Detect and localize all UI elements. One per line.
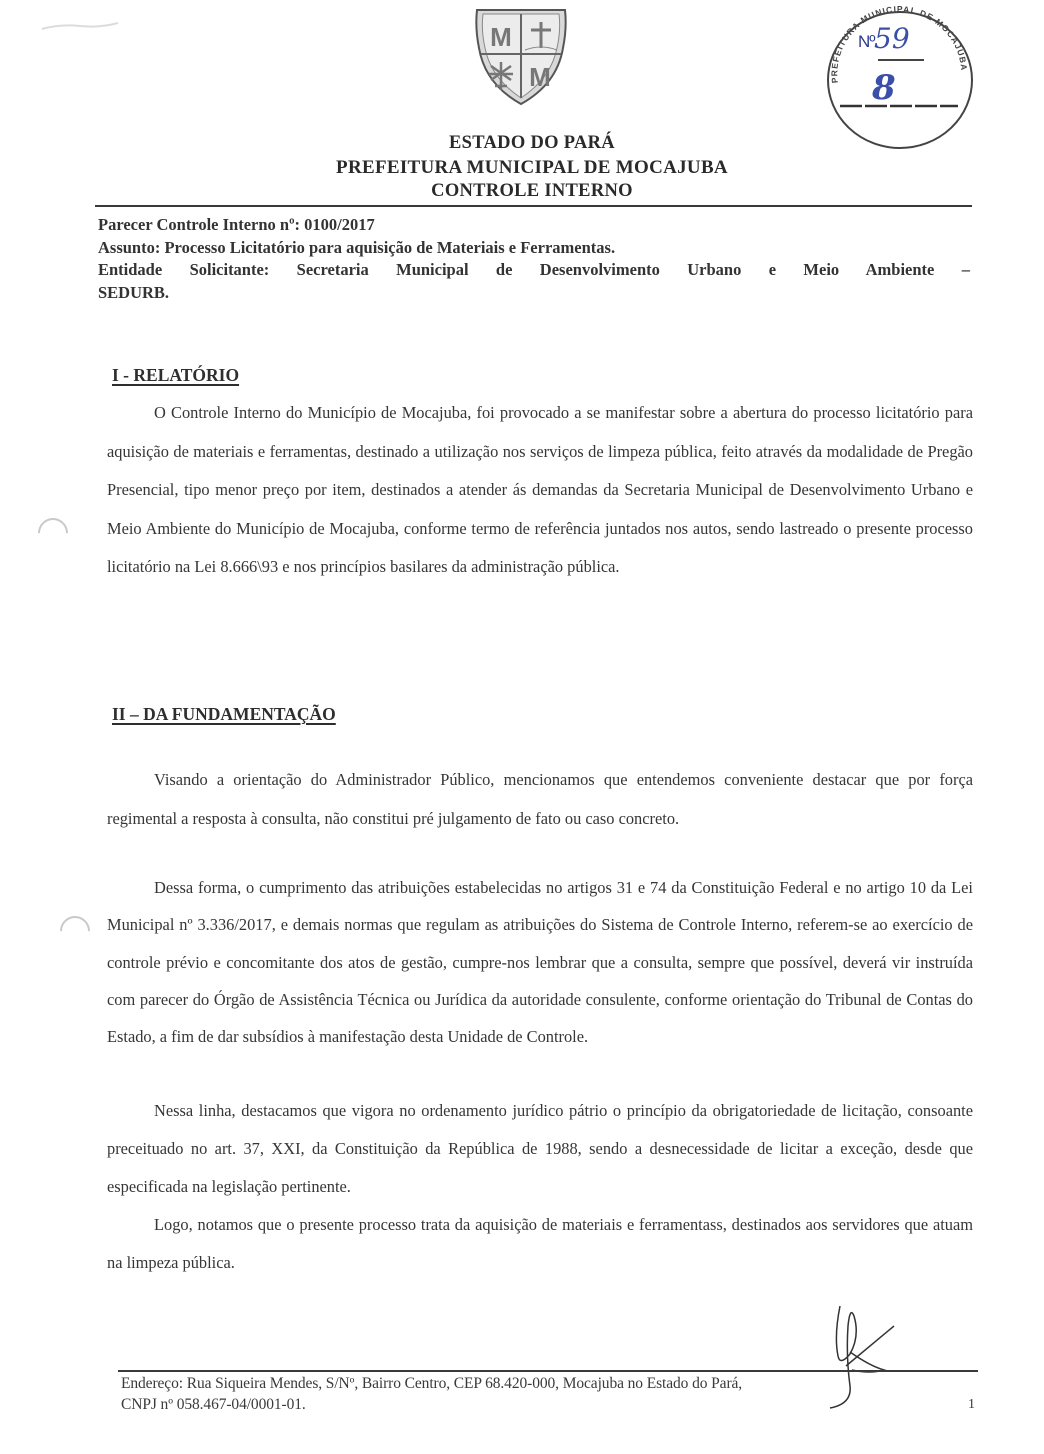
requesting-entity: Entidade Solicitante: Secretaria Municipal de Desenvolvimento Urbano e Meio Ambiente – (98, 260, 970, 279)
footer-divider (118, 1370, 978, 1372)
paragraph-fundamentacao-1: Visando a orientação do Administrador Público, mencionamos que entendemos conveniente destacar que por força regimental a resposta à consulta, não constitui pré julgamento de fato ou caso concreto. (107, 770, 973, 828)
section-heading-relatorio: I - RELATÓRIO (112, 365, 240, 385)
stamp-ring-text: PREFEITURA MUNICIPAL DE MOCAJUBA (829, 3, 970, 84)
signature-initials (810, 1296, 920, 1416)
paragraph-fundamentacao-2: Dessa forma, o cumprimento das atribuições estabelecidas no artigos 31 e 74 da Constituição Federal e no artigo 10 da Lei Municipal nº 3.336/2017, e demais normas que regulam as atribuições do Sistema de Controle Interno, referem-se ao exercício de controle prévio e concomitante dos atos de gestão, cumpre-nos lembrar que a consulta, sempre que possível, deverá vir instruída com parecer do Órgão de Assistência Técnica ou Jurídica da autoridade consulente, conforme orientação do Tribunal de Contas do Estado, a fim de dar subsídios à manifestação desta Unidade de Controle. (107, 878, 973, 1047)
paragraph-fundamentacao-4: Logo, notamos que o presente processo trata da aquisição de materiais e ferramentass, destinados aos servidores que atuam na limpeza pública. (107, 1215, 973, 1272)
punch-hole-mark (54, 910, 96, 952)
crest-letter-top-left: M (490, 22, 512, 52)
footer-cnpj: CNPJ nº 058.467-04/0001-01. (121, 1396, 306, 1413)
punch-hole-mark (32, 512, 74, 554)
footer-address: Endereço: Rua Siqueira Mendes, S/Nº, Bairro Centro, CEP 68.420-000, Mocajuba no Estado do Pará, (121, 1375, 743, 1392)
header-department: CONTROLE INTERNO (431, 181, 633, 201)
stamp-page-mark: 8 (872, 68, 896, 108)
page-number: 1 (968, 1397, 975, 1412)
scan-smudge (40, 20, 120, 32)
requesting-entity-acronym: SEDURB. (98, 283, 170, 302)
subject-line: Assunto: Processo Licitatório para aquisição de Materiais e Ferramentas. (98, 238, 616, 257)
crest-letter-bottom-right: M (529, 62, 551, 92)
header-prefecture: PREFEITURA MUNICIPAL DE MOCAJUBA (336, 157, 728, 178)
section-heading-fundamentacao: II – DA FUNDAMENTAÇÃO (112, 704, 336, 724)
paragraph-relatorio: O Controle Interno do Município de Mocajuba, foi provocado a se manifestar sobre a abertura do processo licitatório para aquisição de materiais e ferramentas, destinado a utilização nos serviços de limpeza pública, feito através da modalidade de Pregão Presencial, tipo menor preço por item, destinados a atender ás demandas da Secretaria Municipal de Desenvolvimento Urbano e Meio Ambiente do Município de Mocajuba, conforme termo de referência juntados nos autos, sendo lastreado o presente processo licitatório na Lei 8.666\93 e nos princípios basilares da administração pública. (107, 403, 973, 576)
paragraph-fundamentacao-3: Nessa linha, destacamos que vigora no ordenamento jurídico pátrio o princípio da obrigatoriedade de licitação, consoante preceituado no art. 37, XXI, da Constituição da República de 1988, sendo a desnecessidade de licitar a exceção, desde que especificada na legislação pertinente. (107, 1101, 973, 1196)
municipal-coat-of-arms-icon (467, 4, 575, 108)
parecer-number: Parecer Controle Interno nº: 0100/2017 (98, 215, 375, 234)
stamp-number: 59 (874, 22, 910, 55)
stamp-number-label: Nº (858, 32, 875, 51)
header-divider (95, 205, 972, 207)
header-state: ESTADO DO PARÁ (449, 133, 615, 153)
